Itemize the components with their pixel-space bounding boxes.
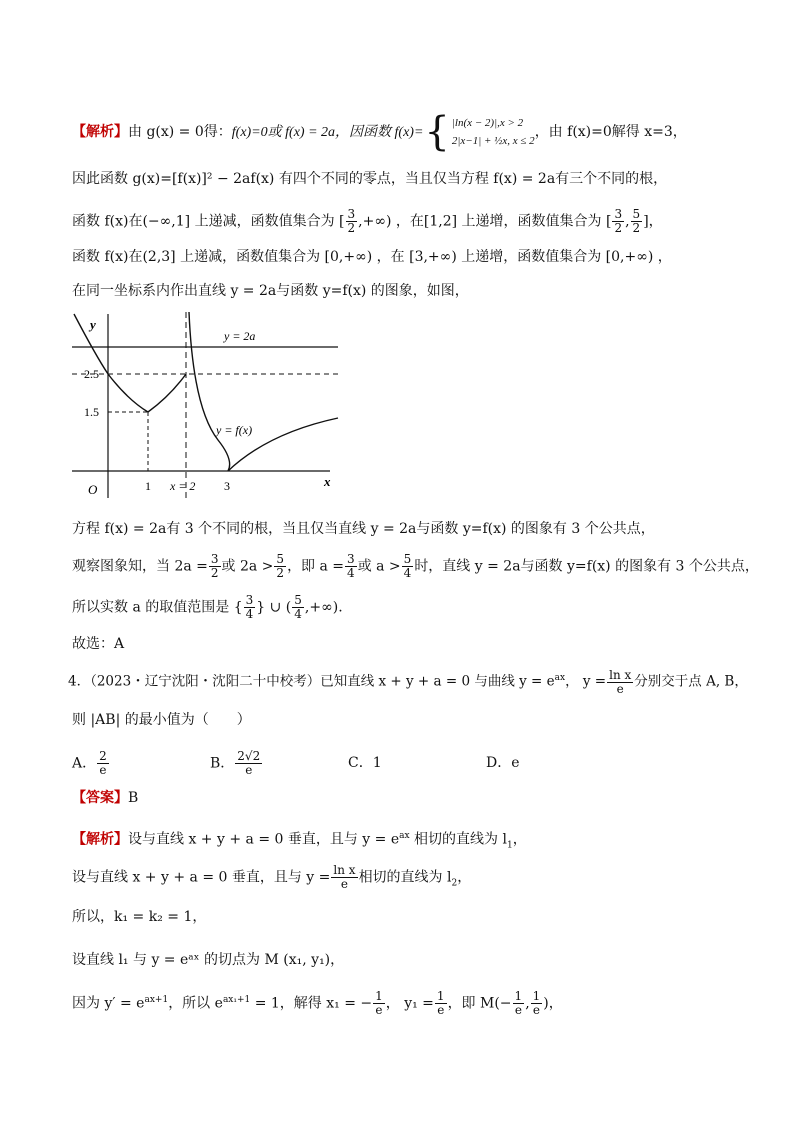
line3-text-c: ]， bbox=[643, 213, 663, 230]
piecewise-cases bbox=[452, 114, 535, 150]
fraction bbox=[346, 208, 358, 235]
fraction bbox=[607, 669, 633, 696]
q4-text-b: ， y = bbox=[565, 673, 607, 690]
analysis-line-2: 因此函数 g(x)=[f(x)]² − 2af(x) 有四个不同的零点，当且仅当方程 f(x) = 2a有三个不同的根， bbox=[72, 171, 668, 187]
y-axis-label: y bbox=[90, 317, 96, 332]
s1-subscript: 1 bbox=[506, 840, 513, 851]
s5-exponent-2: ax₁+1 bbox=[222, 995, 251, 1005]
answer-label: 【答案】 bbox=[72, 790, 128, 806]
function-graph bbox=[68, 308, 340, 504]
fraction-numerator: ln x bbox=[333, 863, 356, 877]
line7-text-d: 或 a > bbox=[357, 558, 401, 575]
line8-text-a: 所以实数 a 的取值范围是 { bbox=[72, 599, 243, 616]
line3-sep: , bbox=[625, 213, 630, 230]
option-a bbox=[72, 750, 110, 777]
option-b bbox=[210, 750, 263, 777]
fraction bbox=[235, 750, 262, 777]
option-a-label: A． bbox=[72, 755, 97, 772]
line7-text-e: 时，直线 y = 2a与函数 y=f(x) 的图象有 3 个公共点， bbox=[414, 558, 759, 575]
s2-text-b: 相切的直线为 l bbox=[358, 869, 452, 886]
piecewise-function bbox=[423, 109, 535, 155]
s2-text-a: 设与直线 x + y + a = 0 垂直，且与 y = bbox=[72, 869, 331, 886]
s5-text-b: ，所以 e bbox=[168, 995, 223, 1012]
q4-text-c: 分别交于点 A, B， bbox=[634, 673, 748, 690]
solution-line-4: 设直线 l₁ 与 y = eᵃˣ 的切点为 M (x₁, y₁)， bbox=[72, 952, 345, 968]
fraction-numerator: 3 bbox=[614, 207, 623, 221]
question-4-line-1 bbox=[68, 668, 748, 696]
fraction-denominator: 4 bbox=[347, 566, 355, 580]
fraction-numerator: 2√2 bbox=[237, 749, 261, 763]
fraction-denominator: e bbox=[340, 877, 349, 891]
analysis-line-6: 方程 f(x) = 2a有 3 个不同的根，当且仅当直线 y = 2a与函数 y=f(x) 的图象有 3 个公共点， bbox=[72, 521, 655, 537]
line1-text-a: 由 g(x) = 0得： bbox=[128, 124, 232, 140]
x-axis-label: x bbox=[324, 474, 331, 489]
line3-text-a: 函数 f(x)在(−∞,1] 上递减，函数值集合为 [ bbox=[72, 213, 345, 230]
solution-line-5 bbox=[72, 990, 563, 1017]
s5-text-f: , bbox=[525, 995, 530, 1012]
label-y-fx: y = f(x) bbox=[216, 423, 253, 437]
piecewise-case-1: |ln(x − 2)|,x > 2 bbox=[451, 117, 524, 129]
line7-text-c: ，即 a = bbox=[287, 558, 345, 575]
fraction-numerator: 3 bbox=[347, 207, 356, 221]
fraction-numerator: 5 bbox=[294, 593, 302, 607]
fraction-denominator: e bbox=[99, 763, 107, 777]
solution-line-2 bbox=[72, 864, 471, 893]
fraction-numerator: 5 bbox=[632, 207, 641, 221]
fraction bbox=[631, 208, 643, 235]
s5-text-e: ，即 M(− bbox=[447, 995, 512, 1012]
q4-exponent: ax bbox=[554, 673, 566, 683]
s1-text-a: 设与直线 x + y + a = 0 垂直，且与 y = e bbox=[128, 831, 400, 848]
fraction-numerator: 3 bbox=[210, 552, 219, 566]
fraction-denominator: 4 bbox=[245, 607, 254, 621]
fraction-numerator: 3 bbox=[347, 552, 355, 566]
s5-text-a: 因为 y′ = e bbox=[72, 995, 145, 1012]
fraction-denominator: e bbox=[514, 1003, 522, 1018]
fraction-denominator: 2 bbox=[632, 221, 641, 235]
analysis-line-5: 在同一坐标系内作出直线 y = 2a与函数 y=f(x) 的图象，如图， bbox=[72, 283, 469, 299]
question-4-line-2: 则 |AB| 的最小值为（ ） bbox=[72, 712, 251, 728]
fraction bbox=[274, 553, 286, 580]
solution-line-1 bbox=[72, 826, 527, 855]
fraction-numerator: 1 bbox=[436, 989, 445, 1004]
fraction-numerator: 2 bbox=[99, 749, 107, 763]
line7-text-b: 或 2a > bbox=[221, 558, 274, 575]
fraction-denominator: 4 bbox=[294, 607, 302, 621]
fraction-numerator: 1 bbox=[514, 989, 523, 1004]
tick-label-1.5: 1.5 bbox=[84, 405, 99, 419]
s5-exponent-1: ax+1 bbox=[144, 995, 169, 1005]
analysis-line-1 bbox=[72, 109, 687, 155]
origin-label: O bbox=[88, 482, 98, 497]
analysis-label: 【解析】 bbox=[72, 831, 128, 848]
fraction bbox=[531, 990, 543, 1017]
fraction bbox=[209, 553, 221, 580]
answer-value: B bbox=[128, 790, 139, 806]
fraction bbox=[244, 594, 256, 621]
fraction-denominator: 2 bbox=[210, 566, 219, 580]
line8-text-b: } ∪ ( bbox=[256, 599, 292, 616]
solution-line-3: 所以，k₁ = k₂ = 1， bbox=[72, 909, 207, 925]
line3-text-b: ,+∞) ，在[1,2] 上递增，函数值集合为 [ bbox=[358, 213, 612, 230]
label-y-2a: y = 2a bbox=[224, 329, 256, 343]
analysis-line-8 bbox=[72, 594, 343, 621]
piecewise-case-2: 2|x−1| + ½x, x ≤ 2 bbox=[451, 135, 535, 147]
fraction-numerator: 5 bbox=[276, 552, 285, 566]
fraction-denominator: e bbox=[437, 1003, 445, 1018]
fraction-denominator: e bbox=[375, 1003, 383, 1018]
s1-text-b: 相切的直线为 l bbox=[409, 831, 507, 848]
s5-text-d: ， y₁ = bbox=[385, 995, 434, 1012]
tick-label-3: 3 bbox=[224, 479, 230, 493]
fraction-numerator: 3 bbox=[245, 593, 254, 607]
s5-text-g: )， bbox=[543, 995, 563, 1012]
curve-left bbox=[74, 314, 148, 412]
analysis-line-4: 函数 f(x)在(2,3] 上递减，函数值集合为 [0,+∞) ，在 [3,+∞) 上递增，函数值集合为 [0,+∞) ， bbox=[72, 249, 672, 265]
tick-label-2.5: 2.5 bbox=[84, 367, 99, 381]
s1-exponent: ax bbox=[399, 831, 410, 841]
fraction-numerator: 5 bbox=[403, 552, 412, 566]
fraction bbox=[97, 750, 109, 777]
q4-text-a: 4．（2023・辽宁沈阳・沈阳二十中校考）已知直线 x + y + a = 0 与曲线 y = e bbox=[68, 673, 555, 690]
analysis-label: 【解析】 bbox=[72, 124, 128, 140]
fraction-denominator: e bbox=[245, 763, 253, 777]
brace-glyph: { bbox=[424, 109, 450, 155]
fraction-denominator: 2 bbox=[347, 221, 356, 235]
option-c: C．1 bbox=[348, 755, 382, 771]
curve-rising bbox=[148, 374, 186, 412]
fraction bbox=[373, 990, 385, 1017]
tick-label-1: 1 bbox=[145, 479, 151, 493]
tick-label-x2: x = 2 bbox=[170, 479, 196, 493]
line1-text-b: f(x)=0或 f(x) = 2a，因函数 f(x)= bbox=[231, 125, 424, 140]
fraction-numerator: 1 bbox=[532, 989, 541, 1004]
fraction bbox=[513, 990, 525, 1017]
fraction-numerator: ln x bbox=[609, 667, 632, 682]
s1-text-c: ， bbox=[512, 831, 527, 848]
s2-text-c: ， bbox=[457, 869, 472, 886]
fraction-denominator: e bbox=[616, 681, 624, 696]
fraction bbox=[292, 594, 304, 621]
fraction bbox=[402, 553, 414, 580]
fraction-denominator: 2 bbox=[276, 566, 285, 580]
line1-text-c: ，由 f(x)=0解得 x=3， bbox=[534, 124, 687, 140]
fraction bbox=[435, 990, 447, 1017]
fraction-numerator: 1 bbox=[375, 989, 383, 1004]
line7-text-a: 观察图象知，当 2a = bbox=[72, 558, 208, 575]
fraction bbox=[345, 553, 357, 580]
fraction-denominator: e bbox=[532, 1003, 541, 1018]
s5-text-c: = 1，解得 x₁ = − bbox=[250, 995, 373, 1012]
s2-subscript: 2 bbox=[451, 878, 458, 889]
fraction-denominator: 2 bbox=[614, 221, 623, 235]
fraction bbox=[331, 864, 357, 891]
analysis-line-7 bbox=[72, 553, 759, 580]
fraction-denominator: 4 bbox=[403, 566, 412, 580]
option-d: D．e bbox=[486, 755, 520, 771]
choice-line: 故选：A bbox=[72, 636, 125, 652]
analysis-line-3 bbox=[72, 208, 663, 235]
answer-line bbox=[72, 788, 138, 808]
fraction bbox=[612, 208, 624, 235]
line8-text-c: ,+∞). bbox=[304, 599, 343, 616]
option-b-label: B． bbox=[210, 755, 235, 772]
